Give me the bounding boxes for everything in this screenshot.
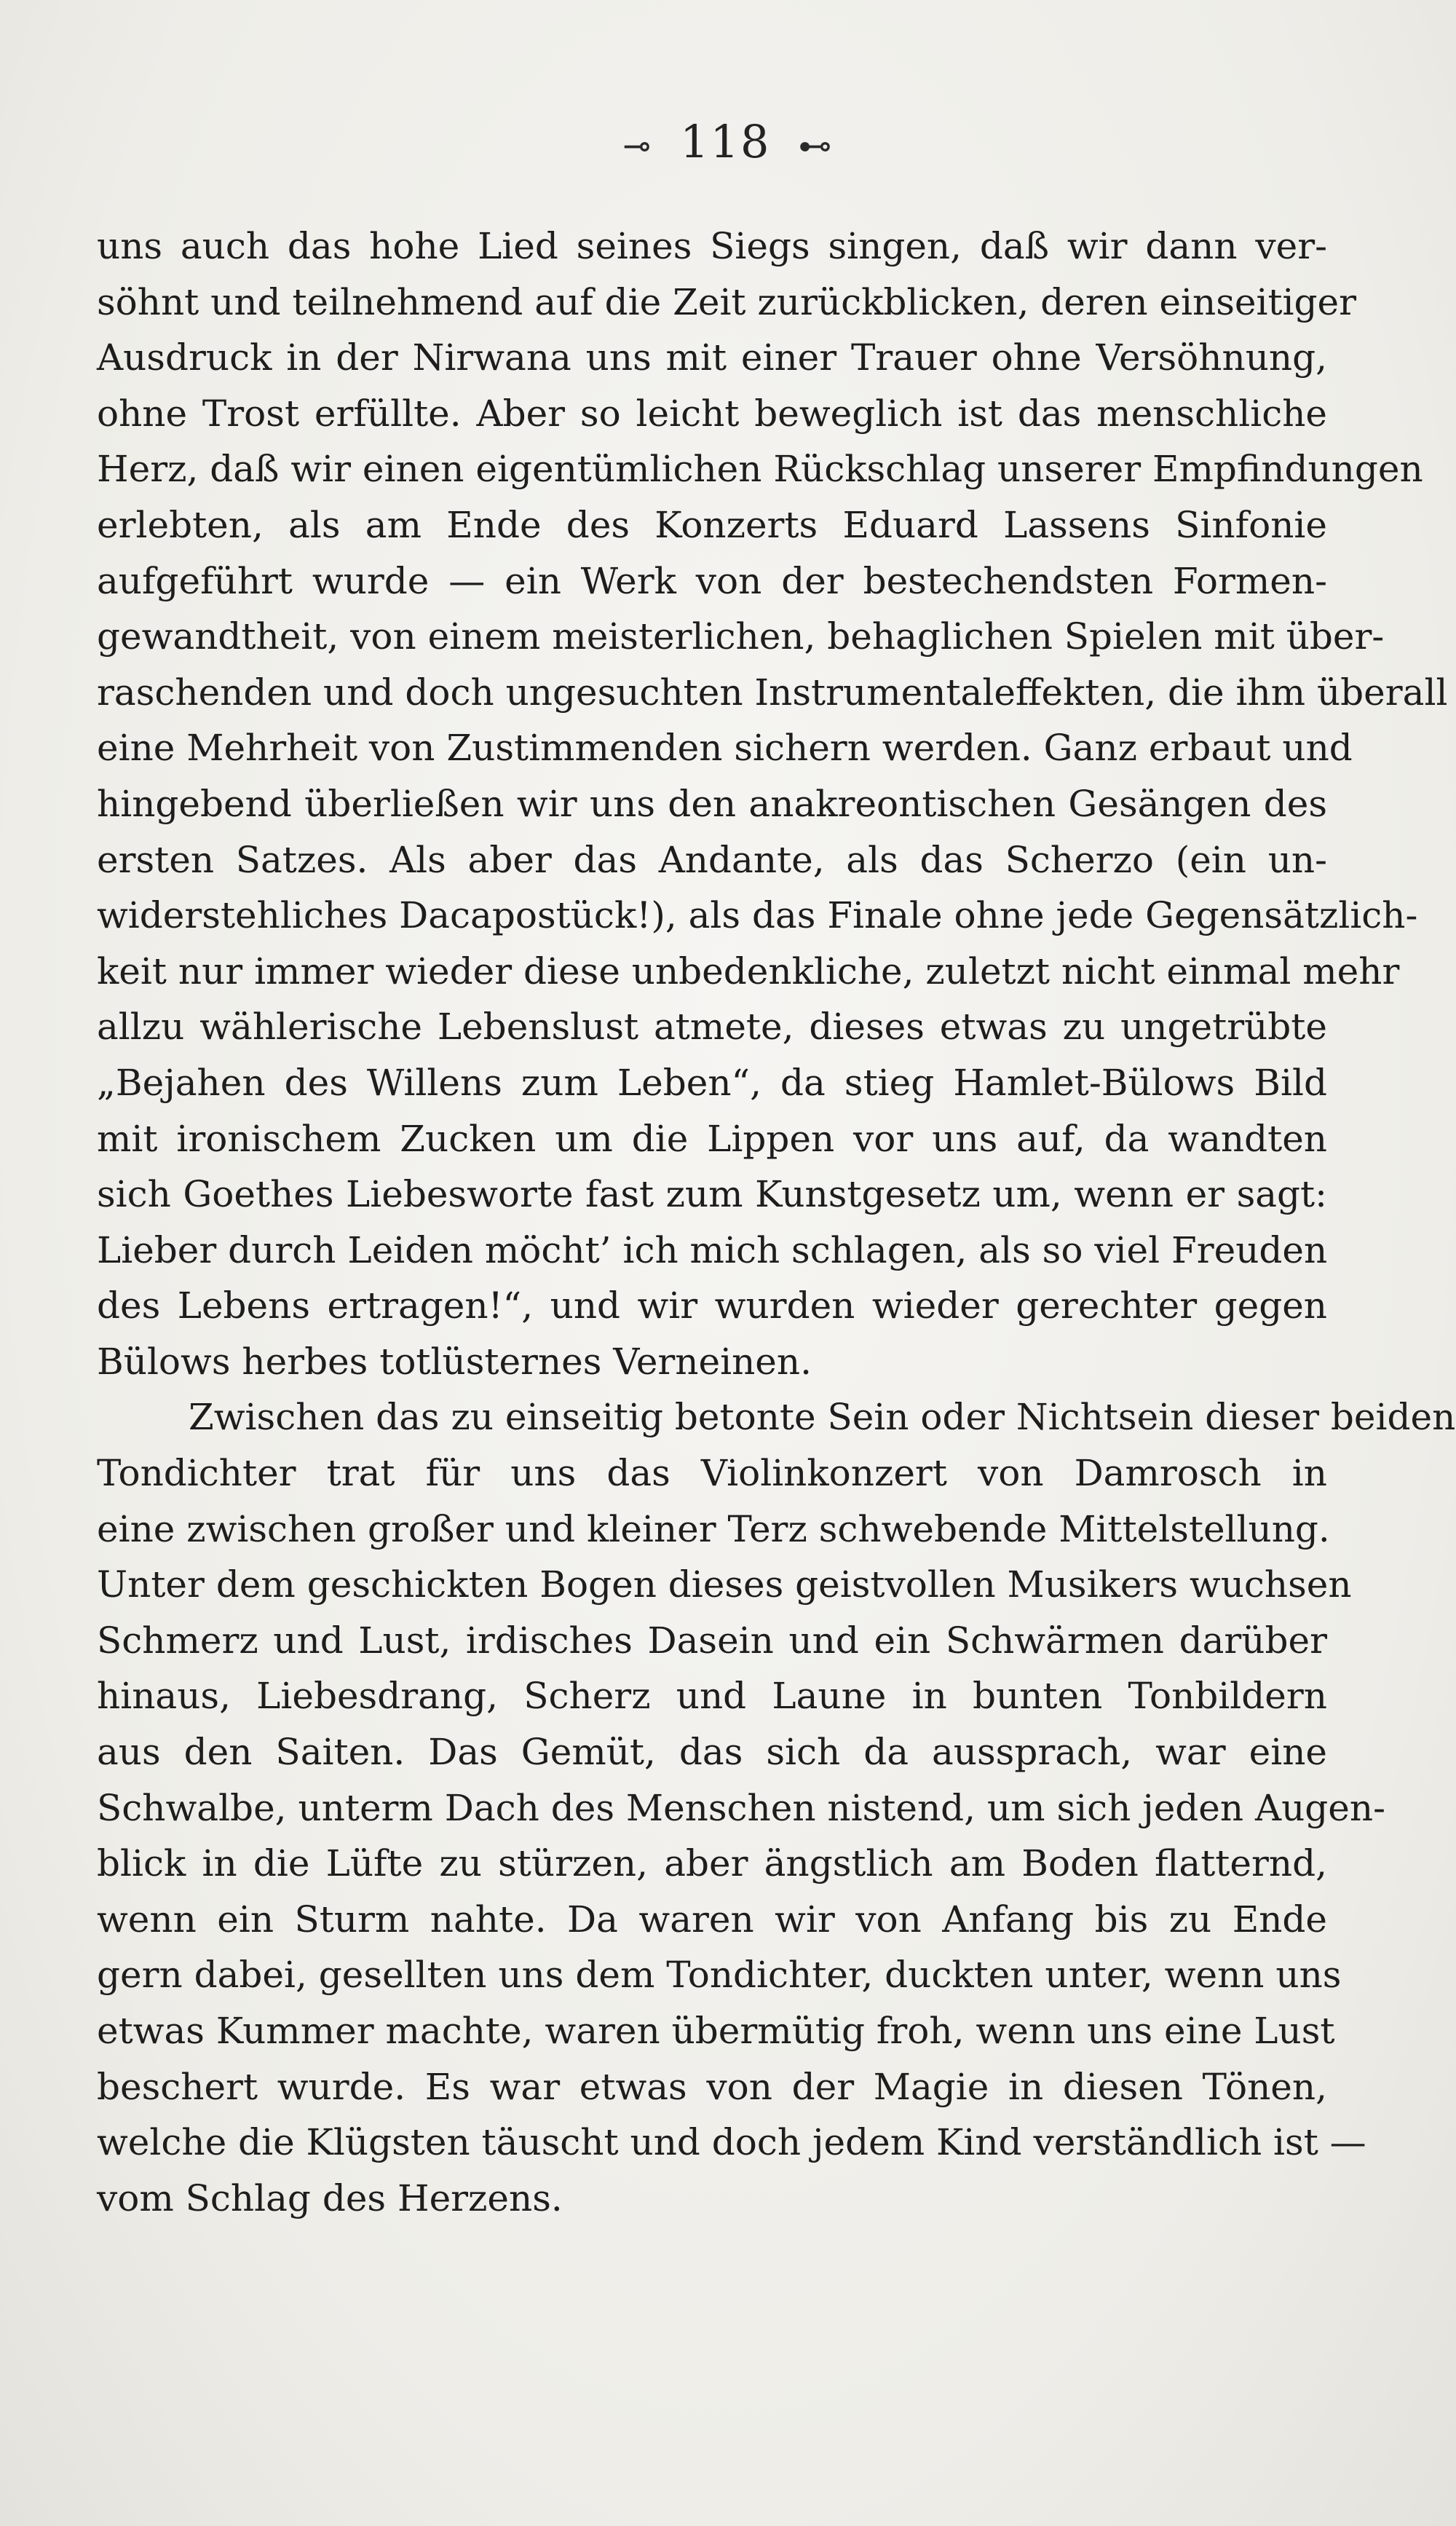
text-line: mit ironischem Zucken um die Lippen vor uns auf, da wandten [97, 1117, 1327, 1160]
text-line: wenn ein Sturm nahte. Da waren wir von Anfang bis zu Ende [97, 1898, 1327, 1941]
text-line: aus den Saiten. Das Gemüt, das sich da aussprach, war eine [97, 1731, 1327, 1774]
text-line: Zwischen das zu einseitig betonte Sein oder Nichtsein dieser beiden [189, 1396, 1456, 1439]
ornament-left-icon: ⊸ [622, 125, 653, 165]
text-line: „Bejahen des Willens zum Leben“, da stieg Hamlet-Bülows Bild [97, 1061, 1327, 1104]
text-line: Unter dem geschickten Bogen dieses geistvollen Musikers wuchsen [97, 1563, 1352, 1606]
text-line: etwas Kummer machte, waren übermütig froh, wenn uns eine Lust [97, 2010, 1335, 2052]
text-line: allzu wählerische Lebenslust atmete, dieses etwas zu ungetrübte [97, 1006, 1327, 1049]
ornament-right-icon: ⊷ [798, 125, 834, 165]
text-line: des Lebens ertragen!“, und wir wurden wieder gerechter gegen [97, 1284, 1327, 1327]
text-line: gewandtheit, von einem meisterlichen, behaglichen Spielen mit über- [97, 615, 1385, 658]
text-line: Schmerz und Lust, irdisches Dasein und ein Schwärmen darüber [97, 1619, 1327, 1662]
text-line: ersten Satzes. Als aber das Andante, als das Scherzo (ein un- [97, 838, 1327, 881]
paragraph-2 [97, 1389, 1456, 2226]
text-line: gern dabei, gesellten uns dem Tondichter, duckten unter, wenn uns [97, 1954, 1342, 1997]
text-line: raschenden und doch ungesuchten Instrumentaleffekten, die ihm überall [97, 671, 1448, 714]
text-line: hinaus, Liebesdrang, Scherz und Laune in bunten Tonbildern [97, 1675, 1327, 1718]
text-line: Tondichter trat für uns das Violinkonzert von Damrosch in [97, 1452, 1327, 1495]
text-line: Ausdruck in der Nirwana uns mit einer Trauer ohne Versöhnung, [97, 336, 1327, 379]
text-line: eine Mehrheit von Zustimmenden sichern werden. Ganz erbaut und [97, 727, 1353, 770]
text-line: ohne Trost erfüllte. Aber so leicht beweglich ist das menschliche [97, 392, 1327, 435]
text-line: Herz, daß wir einen eigentümlichen Rückschlag unserer Empfindungen [97, 448, 1423, 491]
page-header [0, 115, 1456, 168]
text-line: beschert wurde. Es war etwas von der Magie in diesen Tönen, [97, 2065, 1327, 2108]
text-line: sich Goethes Liebesworte fast zum Kunstgesetz um, wenn er sagt: [97, 1173, 1327, 1216]
text-line: Schwalbe, unterm Dach des Menschen nistend, um sich jeden Augen- [97, 1786, 1385, 1829]
text-line: aufgeführt wurde — ein Werk von der bestechendsten Formen- [97, 559, 1327, 602]
page-number: 118 [680, 115, 771, 168]
text-line: keit nur immer wieder diese unbedenkliche, zuletzt nicht einmal mehr [97, 950, 1400, 992]
paragraph-1 [97, 218, 1448, 1389]
text-line: hingebend überließen wir uns den anakreontischen Gesängen des [97, 782, 1327, 825]
body-text [97, 218, 1456, 2226]
text-line: söhnt und teilnehmend auf die Zeit zurückblicken, deren einseitiger [97, 280, 1357, 323]
text-line: vom Schlag des Herzens. [97, 2176, 563, 2219]
text-line: Lieber durch Leiden möcht’ ich mich schlagen, als so viel Freuden [97, 1228, 1328, 1271]
text-line: welche die Klügsten täuscht und doch jedem Kind verständlich ist — [97, 2121, 1366, 2164]
text-line: uns auch das hohe Lied seines Siegs singen, daß wir dann ver- [97, 225, 1327, 267]
text-line: erlebten, als am Ende des Konzerts Eduard Lassens Sinfonie [97, 503, 1327, 546]
text-line: Bülows herbes totlüsternes Verneinen. [97, 1340, 812, 1383]
text-line: blick in die Lüfte zu stürzen, aber ängstlich am Boden flatternd, [97, 1842, 1327, 1885]
text-line: widerstehliches Dacapostück!), als das Finale ohne jede Gegensätzlich- [97, 894, 1418, 937]
text-line: eine zwischen großer und kleiner Terz schwebende Mittelstellung. [97, 1507, 1330, 1550]
